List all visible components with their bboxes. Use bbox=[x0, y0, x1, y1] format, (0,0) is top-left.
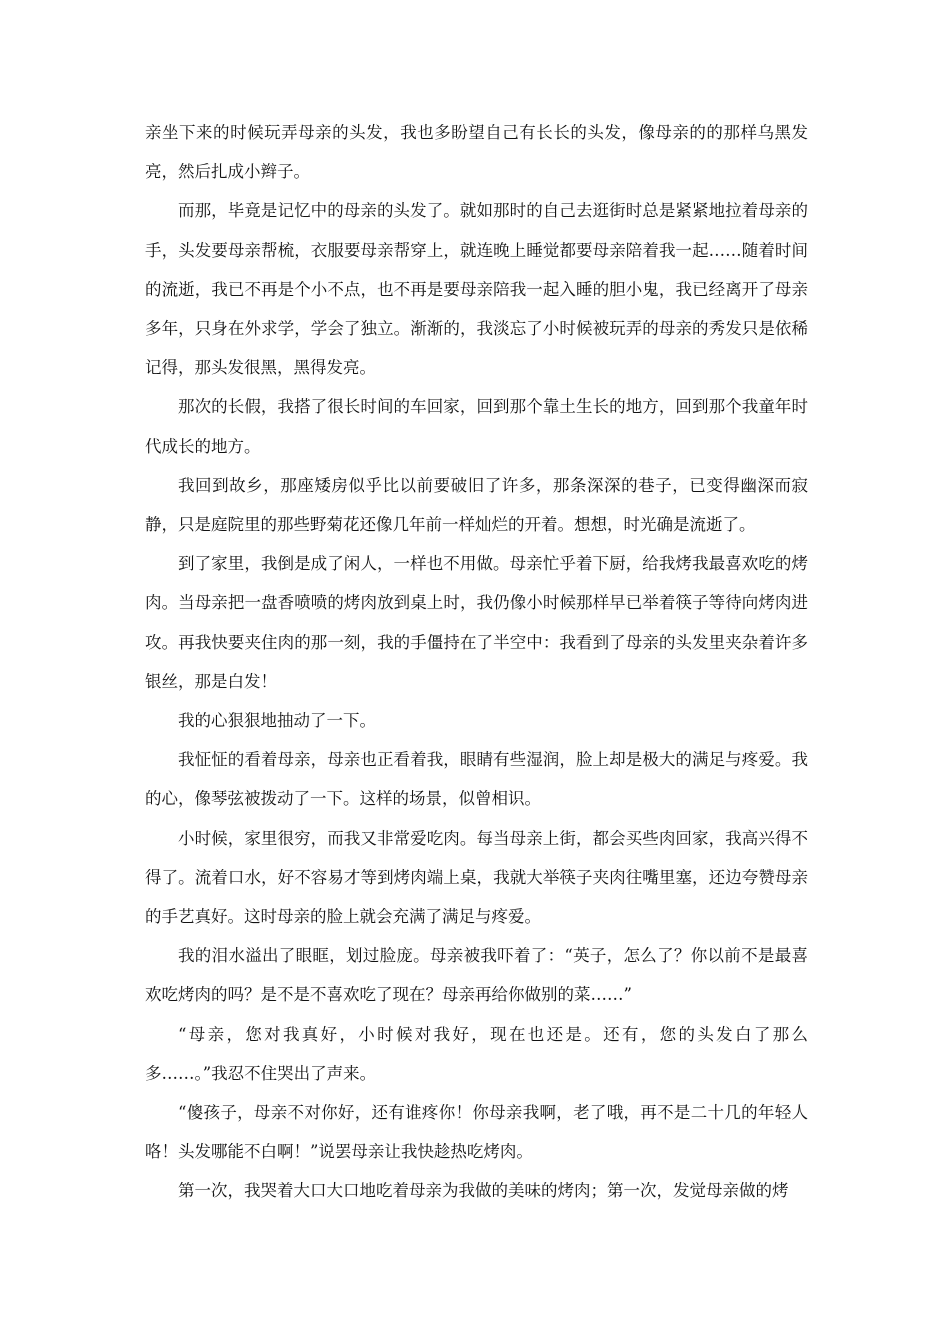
paragraph: 那次的长假，我搭了很长时间的车回家，回到那个靠土生长的地方，回到那个我童年时代成长的地方。 bbox=[145, 397, 808, 456]
paragraph: 第一次，我哭着大口大口地吃着母亲为我做的美味的烤肉；第一次，发觉母亲做的烤 bbox=[178, 1181, 789, 1201]
paragraph: 小时候，家里很穷，而我又非常爱吃肉。每当母亲上街，都会买些肉回家，我高兴得不得了。流着口水，好不容易才等到烤肉端上桌，我就大举筷子夹肉往嘴里塞，还边夸赞母亲的手艺真好。这时母亲的脸上就会充满了满足与疼爱。 bbox=[145, 828, 808, 927]
paragraph: 我怔怔的看着母亲，母亲也正看着我，眼睛有些湿润，脸上却是极大的满足与疼爱。我的心，像琴弦被拨动了一下。这样的场景，似曾相识。 bbox=[145, 750, 808, 809]
paragraph: 我的泪水溢出了眼眶，划过脸庞。母亲被我吓着了：“英子，怎么了？你以前不是最喜欢吃烤肉的吗？是不是不喜欢吃了现在？母亲再给你做别的菜……” bbox=[145, 946, 808, 1005]
document-page bbox=[145, 113, 808, 1211]
paragraph: “母亲，您对我真好，小时候对我好，现在也还是。还有，您的头发白了那么多……。”我忍不住哭出了声来。 bbox=[145, 1024, 808, 1083]
paragraph: 我回到故乡，那座矮房似乎比以前要破旧了许多，那条深深的巷子，已变得幽深而寂静，只是庭院里的那些野菊花还像几年前一样灿烂的开着。想想，时光确是流逝了。 bbox=[145, 475, 808, 535]
paragraph: 亲坐下来的时候玩弄母亲的头发，我也多盼望自己有长长的头发，像母亲的的那样乌黑发亮，然后扎成小辫子。 bbox=[145, 123, 808, 182]
paragraph: 到了家里，我倒是成了闲人，一样也不用做。母亲忙乎着下厨，给我烤我最喜欢吃的烤肉。当母亲把一盘香喷喷的烤肉放到桌上时，我仍像小时候那样早已举着筷子等待向烤肉进攻。再我快要夹住肉的那一刻，我的手僵持在了半空中：我看到了母亲的头发里夹杂着许多银丝，那是白发！ bbox=[145, 554, 808, 691]
paragraph: 而那，毕竟是记忆中的母亲的头发了。就如那时的自己去逛街时总是紧紧地拉着母亲的手，头发要母亲帮梳，衣服要母亲帮穿上，就连晚上睡觉都要母亲陪着我一起……随着时间的流逝，我已不再是个小不点，也不再是要母亲陪我一起入睡的胆小鬼，我已经离开了母亲多年，只身在外求学，学会了独立。渐渐的，我淡忘了小时候被玩弄的母亲的秀发只是依稀记得，那头发很黑，黑得发亮。 bbox=[145, 201, 808, 378]
paragraph: 我的心狠狠地抽动了一下。 bbox=[178, 711, 376, 731]
paragraph: “傻孩子，母亲不对你好，还有谁疼你！你母亲我啊，老了哦，再不是二十几的年轻人咯！头发哪能不白啊！”说罢母亲让我快趁热吃烤肉。 bbox=[145, 1103, 808, 1162]
